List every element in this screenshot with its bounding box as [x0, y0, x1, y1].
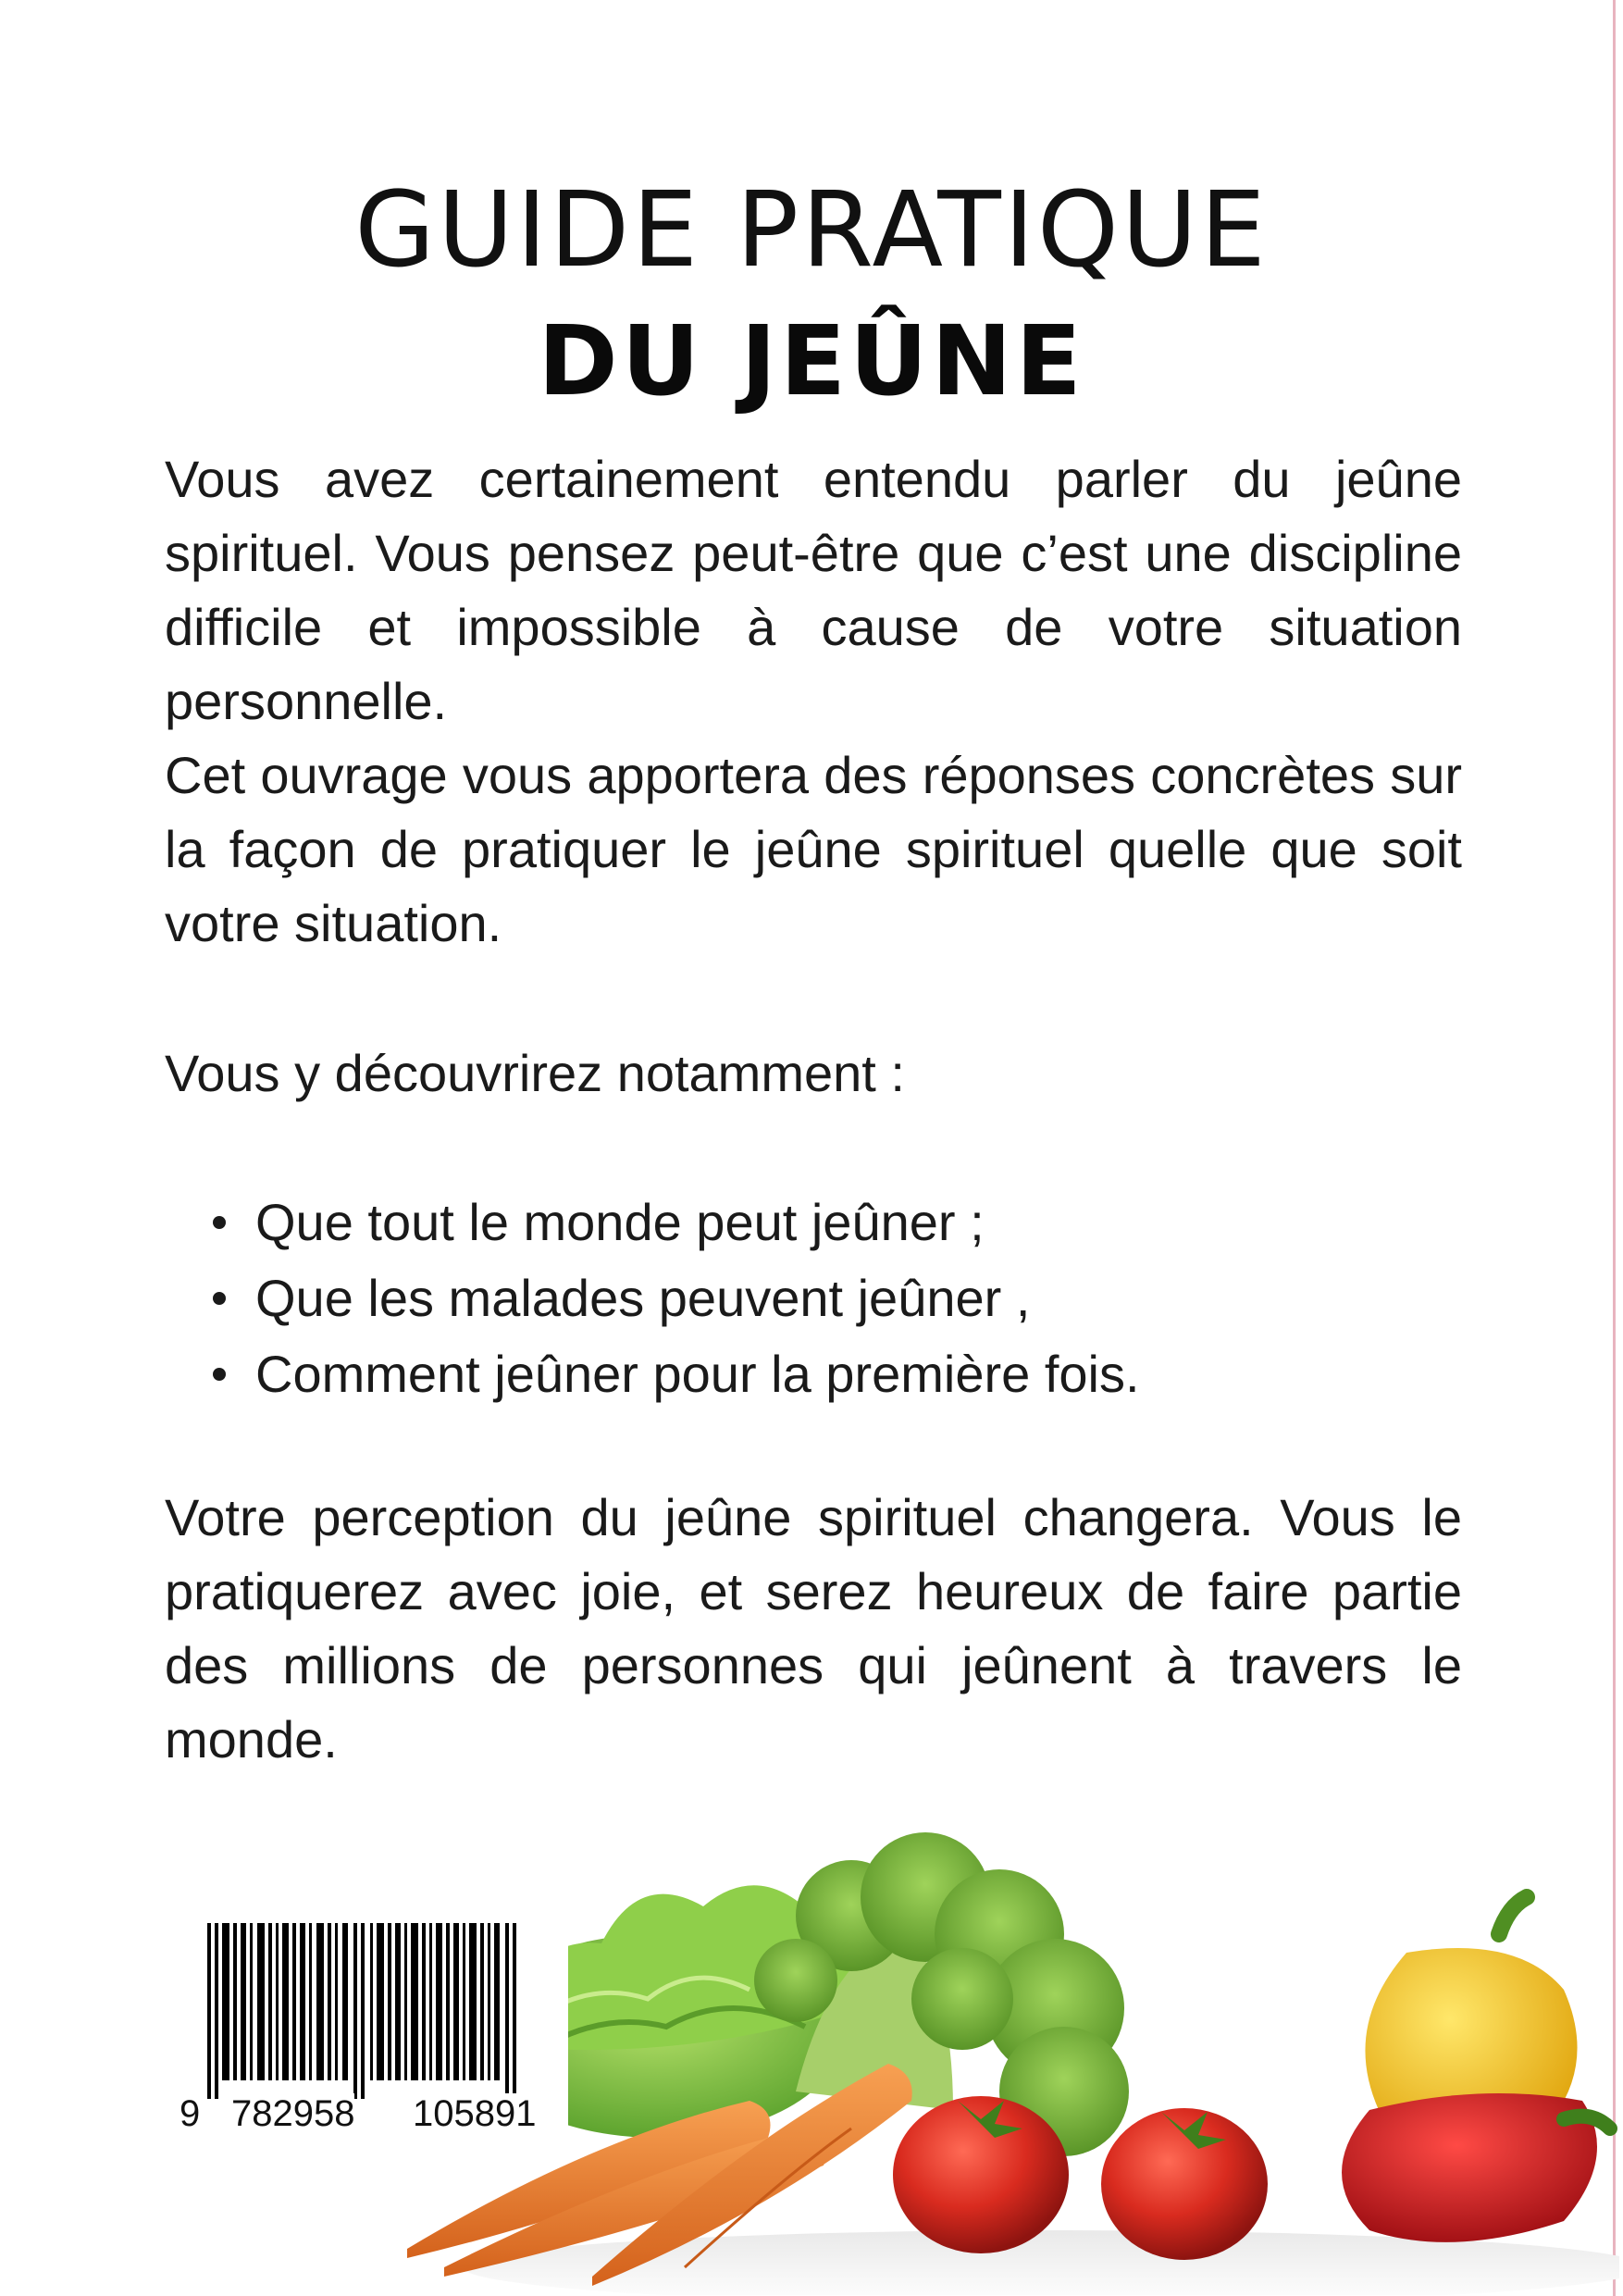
barcode-digit-first: 9 [180, 2093, 201, 2134]
description-paragraph-3: Votre perception du jeûne spirituel changera. Vous le pratiquerez avec joie, et serez heureux de faire partie des millions de personnes qui jeûnent à travers le monde. [165, 1488, 1462, 1769]
list-item: Comment jeûner pour la première fois. [165, 1336, 1462, 1412]
description-paragraph-2: Cet ouvrage vous apportera des réponses concrètes sur la façon de pratiquer le jeûne spirituel quelle que soit votre situation. [165, 746, 1462, 952]
list-item: Que tout le monde peut jeûner ; [165, 1185, 1462, 1260]
book-title-line2: DU JEÛNE [538, 304, 1085, 418]
isbn-barcode [180, 1923, 568, 2136]
barcode-digits-group1: 782958 [231, 2093, 355, 2134]
vegetables-icon [407, 1832, 1619, 2295]
list-intro: Vous y découvrirez notamment : [165, 1044, 905, 1102]
description-paragraph-1: Vous avez certainement entendu parler du jeûne spirituel. Vous pensez peut-être que c’est une discipline difficile et impossible à cause de votre situation personnelle. [165, 450, 1462, 730]
benefits-list [165, 1185, 1462, 1412]
barcode-digits-group2: 105891 [413, 2093, 537, 2134]
barcode-bars [180, 1923, 568, 2099]
book-title-line1: GUIDE PRATIQUE [354, 170, 1269, 292]
list-item: Que les malades peuvent jeûner , [165, 1260, 1462, 1336]
